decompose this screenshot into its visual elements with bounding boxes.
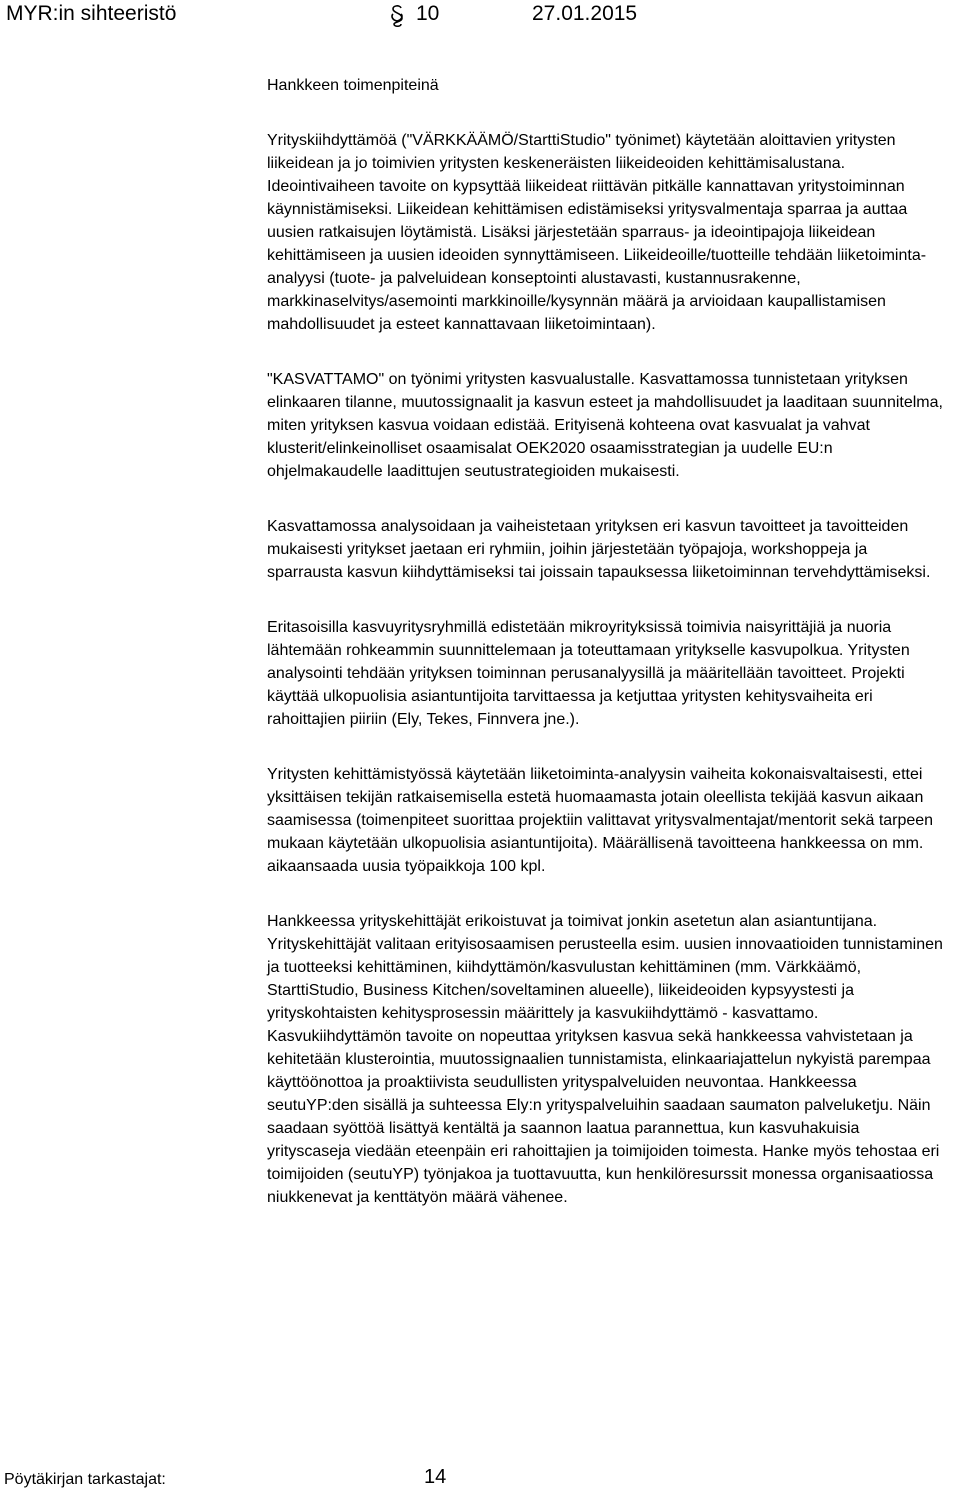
paragraph-4: Eritasoisilla kasvuyritysryhmillä edistetään mikroyrityksissä toimivia naisyrittäjiä ja nuoria lähtemään rohkeammin suunnittelemaan ja toteuttamaan yritykselle kasvupolkua. Yritysten analysointi tehdään yrityksen toiminnan perusanalyysillä ja määritellään tavoitteet. Projekti käyttää ulkopuolisia asiantuntijoita tarvittaessa ja ketjuttaa yritysten kehitysvaiheita eri rahoittajien piiriin (Ely, Tekes, Finnvera jne.). — [267, 619, 910, 728]
section-heading: Hankkeen toimenpiteinä — [267, 77, 439, 94]
organization-name: MYR:in sihteeristö — [6, 2, 177, 25]
document-body — [267, 74, 947, 1209]
document-date: 27.01.2015 — [532, 2, 638, 25]
paragraph-5: Yritysten kehittämistyössä käytetään liiketoiminta-analyysin vaiheita kokonaisvaltaisesti, ettei yksittäisen tekijän ratkaisemisella estetä huomaamasta jotain oleellista tekijää kasvun aikaan saamisessa (toimenpiteet suorittaa projektiin valittavat yritysvalmentajat/mentorit sekä tarpeen mukaan käytetään ulkopuolisia asiantuntijoita). Määrällisenä tavoitteena hankkeessa on mm. aikaansaada uusia työpaikkoja 100 kpl. — [267, 766, 934, 875]
footer-label: Pöytäkirjan tarkastajat: — [4, 1471, 166, 1488]
paragraph-1: Yrityskiihdyttämöä ("VÄRKKÄÄMÖ/StarttiStudio" työnimet) käytetään aloittavien yritysten liikeidean ja jo toimivien yritysten keskeneräisten liikeideoiden kehittämisalustana. Ideointivaiheen tavoite on kypsyttää liikeideat riittävän pitkälle kannattavan yritystoiminnan käynnistämiseksi. Liikeidean kehittämisen edistämiseksi yritysvalmentaja sparraa ja auttaa uusien ratkaisujen löytämistä. Lisäksi järjestetään sparraus- ja ideointipajoja liikeidean kehittämiseen ja uusien ideoiden synnyttämiseen. Liikeideoille/tuotteille tehdään liiketoiminta-analyysi (tuote- ja palveluidean konseptointi alustavasti, kustannusrakenne, markkinaselvitys/asemointi markkinoille/kysynnän määrä ja arvioidaan kaupallistamisen mahdollisuudet ja esteet kannattavaan liiketoimintaan). — [267, 132, 927, 333]
paragraph-6: Hankkeessa yrityskehittäjät erikoistuvat ja toimivat jonkin asetetun alan asiantuntijana. Yrityskehittäjät valitaan erityisosaamisen perusteella esim. uusien innovaatioiden tunnistaminen ja tuotteeksi kehittäminen, kiihdyttämön/kasvulustan kehittäminen (mm. Värkkäämö, StarttiStudio, Business Kitchen/soveltaminen alueelle), liikeideoiden kypsyystesti ja yrityskohtaisten kehitysprosessin määrittely ja kasvukiihdyttämö - kasvattamo. Kasvukiihdyttämön tavoite on nopeuttaa yrityksen kasvua sekä hankkeessa vahvistetaan ja kehitetään klusterointia, muutossignaalien tunnistamista, elinkaariajattelun nykyistä parempaa käyttöönottoa ja proaktiivista seudullisten yrityspalveluiden neuvontaa. Hankkeessa seutuYP:den sisällä ja suhteessa Ely:n yrityspalveluihin saadaan saumaton palveluketju. Näin saadaan syöttöä lisättyä kentältä ja saannon laatua parannettua, kun kasvuhakuisia yrityscaseja viedään eteenpäin eri rahoittajien ja toimijoiden toimesta. Hanke myös tehostaa eri toimijoiden (seutuYP) työnjakoa ja tuottavuutta, kun henkilöresurssit monessa organisaatiossa niukkenevat ja kenttätyön määrä vähenee. — [267, 913, 943, 1206]
section-sign-icon — [388, 4, 406, 28]
paragraph-3: Kasvattamossa analysoidaan ja vaiheistetaan yrityksen eri kasvun tavoitteet ja tavoitteiden mukaisesti yritykset jaetaan eri ryhmiin, joihin järjestetään työpajoja, workshoppeja ja sparrausta kasvun kiihdyttämiseksi tai joissain tapauksessa liiketoiminnan tervehdyttämiseksi. — [267, 518, 931, 581]
footer-number: 14 — [424, 1466, 447, 1488]
page-number: 10 — [416, 2, 440, 25]
paragraph-2: "KASVATTAMO" on työnimi yritysten kasvualustalle. Kasvattamossa tunnistetaan yrityksen elinkaaren tilanne, muutossignaalit ja kasvun esteet ja mahdollisuudet ja laaditaan suunnitelma, miten yrityksen kasvua voidaan edistää. Erityisenä kohteena ovat kasvualat ja vahvat klusterit/elinkeinolliset osaamisalat OEK2020 osaamisstrategian ja uudelle EU:n ohjelmakaudelle laadittujen seutustrategioiden mukaisesti. — [267, 371, 943, 480]
